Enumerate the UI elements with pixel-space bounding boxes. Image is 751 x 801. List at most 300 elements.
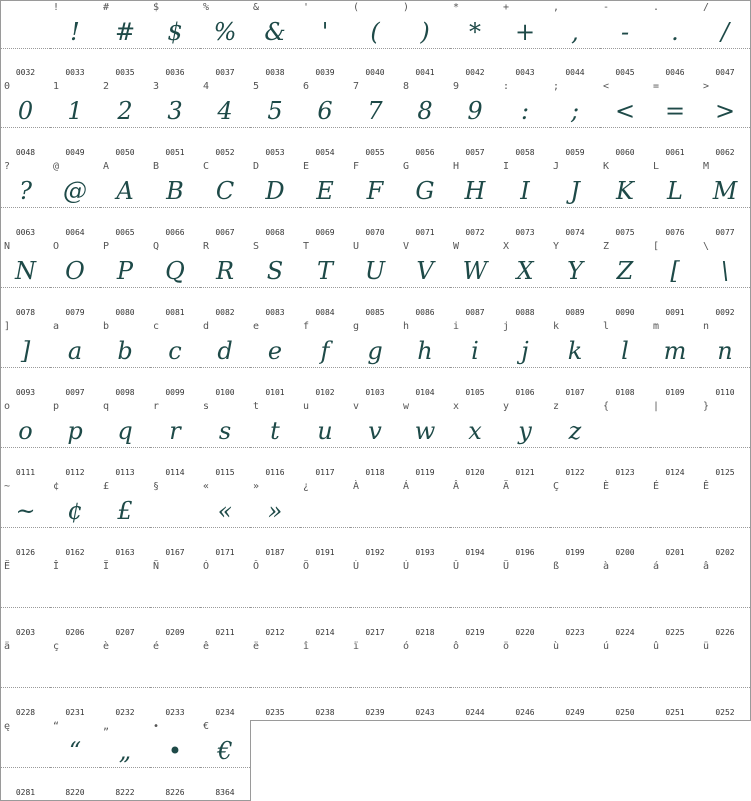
glyph-code: 0078 — [15, 308, 36, 317]
glyph-label: W — [453, 241, 460, 252]
glyph-code: 0206 — [65, 628, 85, 637]
baseline-guide — [350, 447, 400, 448]
baseline-guide — [650, 527, 700, 528]
glyph-code: 0200 — [615, 548, 635, 557]
glyph-sample: ' — [321, 18, 329, 46]
baseline-guide — [50, 48, 100, 49]
baseline-guide — [500, 207, 550, 208]
glyph-sample: F — [366, 177, 384, 205]
glyph-label: € — [203, 721, 210, 732]
baseline-guide — [400, 527, 450, 528]
glyph-cell — [700, 80, 751, 161]
glyph-label: • — [153, 721, 160, 732]
baseline-guide — [100, 687, 150, 688]
glyph-cell — [50, 80, 101, 161]
glyph-cell — [400, 160, 451, 241]
glyph-cell — [100, 480, 151, 561]
glyph-code: 0219 — [465, 628, 485, 637]
glyph-cell — [300, 480, 351, 561]
glyph-code: 0092 — [715, 308, 735, 317]
glyph-cell — [50, 400, 101, 481]
glyph-cell — [500, 560, 551, 641]
glyph-code: 0223 — [565, 628, 585, 637]
glyph-cell — [150, 80, 201, 161]
baseline-guide — [650, 687, 700, 688]
glyph-code: 0045 — [615, 68, 635, 77]
glyph-code: 0111 — [15, 468, 36, 477]
glyph-cell — [450, 400, 501, 481]
baseline-guide — [250, 48, 300, 49]
glyph-cell — [300, 80, 351, 161]
glyph-sample: o — [18, 417, 33, 445]
baseline-guide — [300, 367, 350, 368]
glyph-label: „ — [103, 721, 110, 732]
glyph-code: 0044 — [565, 68, 585, 77]
baseline-guide — [450, 687, 500, 688]
glyph-label: À — [353, 481, 360, 492]
baseline-guide — [50, 287, 100, 288]
glyph-code: 0075 — [615, 228, 635, 237]
glyph-code: 0073 — [515, 228, 535, 237]
baseline-guide — [100, 367, 150, 368]
baseline-guide — [650, 207, 700, 208]
glyph-sample: O — [65, 257, 85, 285]
glyph-code: 0079 — [65, 308, 85, 317]
glyph-label: ~ — [4, 481, 11, 492]
glyph-sample: “ — [68, 737, 82, 765]
glyph-code: 8220 — [65, 788, 85, 797]
glyph-code: 0088 — [515, 308, 535, 317]
glyph-code: 0093 — [15, 388, 36, 397]
baseline-guide — [1, 607, 50, 608]
baseline-guide — [550, 607, 600, 608]
baseline-guide — [700, 367, 750, 368]
baseline-guide — [1, 287, 50, 288]
glyph-code: 0062 — [715, 148, 735, 157]
glyph-cell — [0, 400, 51, 481]
glyph-cell — [600, 240, 651, 321]
glyph-code: 0192 — [365, 548, 385, 557]
glyph-label: U — [353, 241, 360, 252]
glyph-label: I — [503, 161, 510, 172]
glyph-label: i — [453, 321, 460, 332]
glyph-sample: / — [720, 18, 730, 46]
glyph-cell — [0, 80, 51, 161]
glyph-label: J — [553, 161, 560, 172]
baseline-guide — [250, 127, 300, 128]
glyph-cell — [200, 400, 251, 481]
glyph-sample: a — [67, 337, 83, 365]
glyph-label: Ü — [503, 561, 510, 572]
glyph-code: 0115 — [215, 468, 235, 477]
baseline-guide — [50, 207, 100, 208]
baseline-guide — [100, 127, 150, 128]
glyph-code: 0055 — [365, 148, 385, 157]
glyph-label: Á — [403, 481, 410, 492]
baseline-guide — [600, 287, 650, 288]
glyph-cell — [400, 0, 451, 81]
glyph-code: 0085 — [365, 308, 385, 317]
glyph-cell — [250, 480, 301, 561]
glyph-cell — [700, 400, 751, 481]
glyph-cell — [100, 160, 151, 241]
glyph-label: Ñ — [153, 561, 160, 572]
glyph-code: 0232 — [115, 708, 135, 717]
baseline-guide — [1, 767, 50, 768]
glyph-cell — [200, 640, 251, 721]
glyph-cell — [400, 640, 451, 721]
glyph-code: 0167 — [165, 548, 185, 557]
glyph-code: 0050 — [115, 148, 135, 157]
glyph-cell — [350, 560, 401, 641]
glyph-code: 0191 — [315, 548, 335, 557]
glyph-label: Ç — [553, 481, 560, 492]
glyph-sample: U — [364, 257, 386, 285]
glyph-label: R — [203, 241, 210, 252]
glyph-code: 0125 — [715, 468, 735, 477]
baseline-guide — [350, 287, 400, 288]
glyph-sample: g — [367, 337, 383, 365]
baseline-guide — [250, 207, 300, 208]
glyph-cell — [350, 640, 401, 721]
glyph-cell — [0, 0, 51, 81]
glyph-code: 0060 — [615, 148, 635, 157]
baseline-guide — [200, 367, 250, 368]
glyph-code: 0228 — [15, 708, 36, 717]
glyph-code: 0108 — [615, 388, 635, 397]
baseline-guide — [150, 127, 200, 128]
glyph-label: a — [53, 321, 60, 332]
glyph-label: Û — [453, 561, 460, 572]
glyph-code: 0084 — [315, 308, 335, 317]
glyph-code: 0243 — [415, 708, 435, 717]
glyph-label: â — [703, 561, 710, 572]
glyph-code: 0120 — [465, 468, 485, 477]
glyph-label: P — [103, 241, 110, 252]
glyph-code: 0071 — [415, 228, 435, 237]
glyph-code: 0235 — [265, 708, 285, 717]
glyph-label: = — [653, 81, 660, 92]
glyph-label: c — [153, 321, 160, 332]
glyph-label: y — [503, 401, 510, 412]
glyph-sample: + — [514, 18, 536, 46]
glyph-code: 0163 — [115, 548, 135, 557]
glyph-cell — [350, 80, 401, 161]
glyph-code: 0225 — [665, 628, 685, 637]
glyph-code: 0193 — [415, 548, 435, 557]
glyph-label: b — [103, 321, 110, 332]
glyph-sample: 0 — [17, 97, 34, 125]
glyph-code: 0087 — [465, 308, 485, 317]
glyph-label: ! — [53, 2, 60, 13]
glyph-sample: u — [317, 417, 333, 445]
glyph-label: H — [453, 161, 460, 172]
glyph-code: 0097 — [65, 388, 85, 397]
glyph-cell — [150, 160, 201, 241]
glyph-cell — [200, 80, 251, 161]
glyph-code: 0234 — [215, 708, 235, 717]
glyph-label: B — [153, 161, 160, 172]
glyph-cell — [50, 320, 101, 401]
glyph-label: ó — [403, 641, 410, 652]
glyph-cell — [500, 480, 551, 561]
baseline-guide — [600, 48, 650, 49]
glyph-sample: 6 — [317, 97, 333, 125]
glyph-label: ô — [453, 641, 460, 652]
baseline-guide — [600, 687, 650, 688]
glyph-code: 0080 — [115, 308, 135, 317]
glyph-sample: ~ — [15, 497, 36, 525]
glyph-cell — [150, 720, 201, 801]
glyph-sample: v — [368, 417, 382, 445]
glyph-label: 1 — [53, 81, 60, 92]
baseline-guide — [50, 527, 100, 528]
glyph-code: 0077 — [715, 228, 735, 237]
glyph-cell — [300, 320, 351, 401]
glyph-code: 0059 — [565, 148, 585, 157]
glyph-label: / — [703, 2, 710, 13]
glyph-cell — [300, 160, 351, 241]
glyph-code: 0041 — [415, 68, 435, 77]
glyph-label: Ô — [253, 561, 260, 572]
glyph-cell — [400, 560, 451, 641]
glyph-cell — [0, 160, 51, 241]
baseline-guide — [150, 607, 200, 608]
glyph-code: 0231 — [65, 708, 85, 717]
glyph-label: $ — [153, 2, 160, 13]
glyph-label: N — [4, 241, 11, 252]
glyph-label: ( — [353, 2, 360, 13]
glyph-label: ę — [4, 721, 11, 732]
glyph-label: j — [503, 321, 510, 332]
glyph-label: Ù — [353, 561, 360, 572]
glyph-label: à — [603, 561, 610, 572]
glyph-code: 0281 — [15, 788, 36, 797]
baseline-guide — [150, 207, 200, 208]
glyph-label: 3 — [153, 81, 160, 92]
glyph-sample: . — [671, 18, 679, 46]
baseline-guide — [1, 367, 50, 368]
glyph-cell — [500, 240, 551, 321]
glyph-code: 0048 — [15, 148, 36, 157]
baseline-guide — [400, 367, 450, 368]
glyph-label: Ú — [403, 561, 410, 572]
glyph-sample: X — [516, 257, 534, 285]
glyph-sample: m — [663, 337, 687, 365]
glyph-label: ä — [4, 641, 11, 652]
glyph-label: r — [153, 401, 160, 412]
glyph-cell — [300, 640, 351, 721]
baseline-guide — [1, 527, 50, 528]
glyph-sample: T — [316, 257, 333, 285]
glyph-label: S — [253, 241, 260, 252]
glyph-code: 0187 — [265, 548, 285, 557]
glyph-code: 0239 — [365, 708, 385, 717]
glyph-cell — [650, 160, 701, 241]
baseline-guide — [250, 687, 300, 688]
glyph-code: 0098 — [115, 388, 135, 397]
glyph-cell — [50, 160, 101, 241]
baseline-guide — [300, 287, 350, 288]
glyph-code: 0250 — [615, 708, 635, 717]
glyph-cell — [700, 0, 751, 81]
baseline-guide — [550, 687, 600, 688]
glyph-code: 0207 — [115, 628, 135, 637]
baseline-guide — [650, 48, 700, 49]
glyph-cell — [0, 480, 51, 561]
glyph-code: 0057 — [465, 148, 485, 157]
glyph-cell — [550, 80, 601, 161]
glyph-sample: C — [215, 177, 235, 205]
baseline-guide — [400, 687, 450, 688]
glyph-label: < — [603, 81, 610, 92]
baseline-guide — [700, 207, 750, 208]
glyph-sample: • — [167, 737, 183, 765]
glyph-code: 0056 — [415, 148, 435, 157]
baseline-guide — [300, 607, 350, 608]
glyph-sample: \ — [720, 257, 730, 285]
glyph-cell — [400, 320, 451, 401]
baseline-guide — [350, 207, 400, 208]
glyph-label: V — [403, 241, 410, 252]
glyph-label: È — [603, 481, 610, 492]
glyph-sample: P — [116, 257, 134, 285]
glyph-label: ¢ — [53, 481, 60, 492]
glyph-sample: V — [416, 257, 434, 285]
baseline-guide — [600, 207, 650, 208]
glyph-code: 0202 — [715, 548, 735, 557]
glyph-label: D — [253, 161, 260, 172]
baseline-guide — [350, 527, 400, 528]
glyph-label: : — [503, 81, 510, 92]
glyph-label: G — [403, 161, 410, 172]
baseline-guide — [300, 527, 350, 528]
glyph-label: O — [53, 241, 60, 252]
glyph-label: w — [403, 401, 410, 412]
glyph-code: 0251 — [665, 708, 685, 717]
baseline-guide — [500, 287, 550, 288]
glyph-sample: L — [667, 177, 683, 205]
glyph-sample: f — [320, 337, 330, 365]
glyph-sample: ! — [70, 18, 80, 46]
glyph-cell — [450, 160, 501, 241]
glyph-label: T — [303, 241, 310, 252]
glyph-label: Ê — [703, 481, 710, 492]
glyph-cell — [100, 720, 151, 801]
glyph-label: 4 — [203, 81, 210, 92]
glyph-sample: Z — [616, 257, 634, 285]
glyph-cell — [200, 720, 251, 801]
baseline-guide — [150, 767, 200, 768]
glyph-cell — [500, 80, 551, 161]
glyph-code: 0107 — [565, 388, 585, 397]
baseline-guide — [450, 607, 500, 608]
baseline-guide — [600, 367, 650, 368]
glyph-label: ü — [703, 641, 710, 652]
glyph-sample: b — [117, 337, 133, 365]
glyph-label: s — [203, 401, 210, 412]
glyph-label: ß — [553, 561, 560, 572]
glyph-cell — [500, 640, 551, 721]
glyph-code: 8226 — [165, 788, 185, 797]
glyph-cell — [100, 0, 151, 81]
glyph-code: 0058 — [515, 148, 535, 157]
glyph-cell — [250, 640, 301, 721]
glyph-cell — [700, 160, 751, 241]
glyph-code: 0037 — [215, 68, 235, 77]
baseline-guide — [300, 687, 350, 688]
baseline-guide — [100, 767, 150, 768]
glyph-sample: [ — [670, 257, 680, 285]
baseline-guide — [450, 127, 500, 128]
glyph-sample: 7 — [367, 97, 383, 125]
glyph-code: 0194 — [465, 548, 485, 557]
baseline-guide — [200, 607, 250, 608]
glyph-code: 0086 — [415, 308, 435, 317]
glyph-code: 0171 — [215, 548, 235, 557]
glyph-code: 0122 — [565, 468, 585, 477]
glyph-cell — [700, 640, 751, 721]
glyph-label: C — [203, 161, 210, 172]
baseline-guide — [100, 607, 150, 608]
glyph-cell — [100, 640, 151, 721]
glyph-label: l — [603, 321, 610, 332]
baseline-guide — [250, 607, 300, 608]
glyph-cell — [550, 400, 601, 481]
baseline-guide — [600, 127, 650, 128]
glyph-cell — [650, 480, 701, 561]
glyph-code: 0033 — [65, 68, 85, 77]
glyph-label: É — [653, 481, 660, 492]
glyph-code: 0126 — [15, 548, 36, 557]
glyph-sample: € — [217, 737, 233, 765]
baseline-guide — [150, 527, 200, 528]
glyph-code: 0199 — [565, 548, 585, 557]
glyph-label: % — [203, 2, 210, 13]
glyph-cell — [600, 0, 651, 81]
baseline-guide — [50, 767, 100, 768]
glyph-label: á — [653, 561, 660, 572]
glyph-cell — [250, 0, 301, 81]
glyph-label: ù — [553, 641, 560, 652]
baseline-guide — [400, 607, 450, 608]
baseline-guide — [650, 287, 700, 288]
baseline-guide — [700, 527, 750, 528]
baseline-guide — [700, 687, 750, 688]
glyph-cell — [550, 640, 601, 721]
baseline-guide — [550, 48, 600, 49]
glyph-sample: < — [614, 97, 636, 125]
glyph-label: } — [703, 401, 710, 412]
glyph-label: ï — [353, 641, 360, 652]
glyph-cell — [550, 160, 601, 241]
glyph-cell — [200, 480, 251, 561]
baseline-guide — [50, 367, 100, 368]
baseline-guide — [500, 127, 550, 128]
glyph-sample: x — [468, 417, 482, 445]
glyph-label: 7 — [353, 81, 360, 92]
glyph-label: « — [203, 481, 210, 492]
glyph-cell — [700, 480, 751, 561]
glyph-cell — [350, 240, 401, 321]
baseline-guide — [550, 367, 600, 368]
glyph-sample: = — [664, 97, 686, 125]
glyph-code: 0201 — [665, 548, 685, 557]
glyph-label: p — [53, 401, 60, 412]
glyph-label: z — [553, 401, 560, 412]
baseline-guide — [50, 447, 100, 448]
glyph-code: 0109 — [665, 388, 685, 397]
